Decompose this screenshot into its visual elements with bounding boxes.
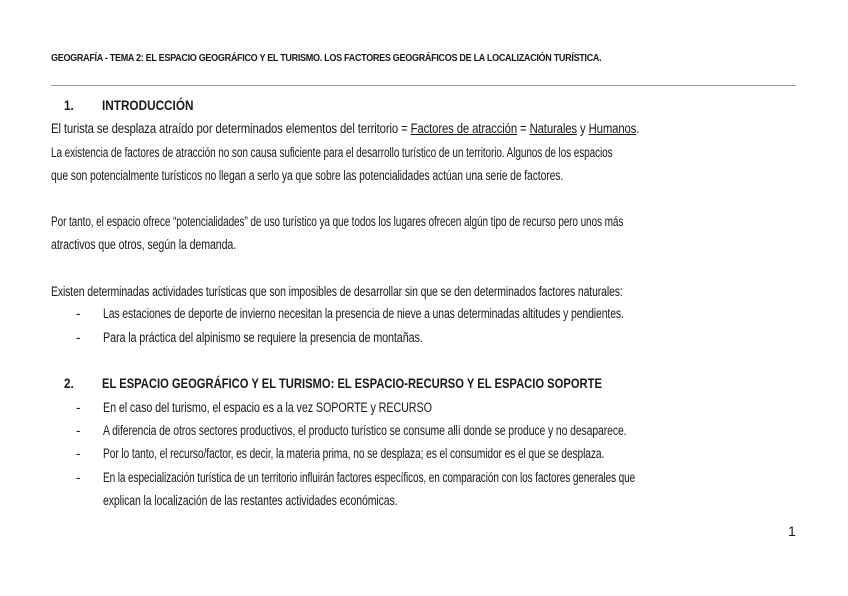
intro-line-1-pre: El turista se desplaza atraído por determinados elementos del territorio =: [51, 121, 411, 136]
bullet-dash: -: [76, 470, 81, 485]
section-2-number: 2.: [64, 375, 74, 391]
section-1-bullet-1: Las estaciones de deporte de invierno necesitan la presencia de nieve a unas determinadas altitudes y pendientes.: [103, 306, 624, 321]
paragraph-3: Existen determinadas actividades turísticas que son imposibles de desarrollar sin que se den determinados factores naturales:: [51, 284, 623, 299]
paragraph-2-line-2: atractivos que otros, según la demanda.: [51, 237, 237, 252]
naturales-term: Naturales: [529, 121, 577, 136]
section-2-bullet-4: En la especialización turística de un territorio influirán factores específicos, en comparación con los factores generales que: [103, 470, 636, 485]
section-2-bullet-4-continuation: explican la localización de las restantes actividades económicas.: [103, 493, 398, 508]
page-number: 1: [788, 523, 796, 539]
bullet-dash: -: [76, 446, 81, 461]
paragraph-1-line-1: La existencia de factores de atracción no son causa suficiente para el desarrollo turístico de un territorio. Algunos de los espacios: [51, 145, 613, 160]
section-2-bullet-3: Por lo tanto, el recurso/factor, es decir, la materia prima, no se desplaza; es el consumidor es el que se desplaza.: [103, 446, 605, 461]
section-1-title: INTRODUCCIÓN: [102, 97, 194, 113]
section-2-bullet-1: En el caso del turismo, el espacio es a la vez SOPORTE y RECURSO: [103, 400, 432, 415]
document-header: GEOGRAFÍA - TEMA 2: EL ESPACIO GEOGRÁFICO Y EL TURISMO. LOS FACTORES GEOGRÁFICOS DE LA LOCALIZACIÓN TURÍSTICA.: [51, 52, 602, 64]
section-2-bullet-2: A diferencia de otros sectores productivos, el producto turístico se consume allí donde se produce y no desaparece.: [103, 423, 627, 438]
intro-line-1-y: y: [576, 121, 589, 136]
paragraph-1-line-2: que son potencialmente turísticos no llegan a serlo ya que sobre las potencialidades actúan una serie de factores.: [51, 168, 564, 183]
section-1-bullet-2: Para la práctica del alpinismo se requiere la presencia de montañas.: [103, 330, 423, 345]
header-divider: [51, 85, 796, 86]
intro-line-1-end: .: [636, 121, 640, 136]
bullet-dash: -: [76, 306, 81, 321]
factores-de-atraccion-term: Factores de atracción: [410, 121, 518, 136]
paragraph-2-line-1: Por tanto, el espacio ofrece “potencialidades” de uso turístico ya que todos los lugares ofrecen algún tipo de recurso pero unos más: [51, 214, 624, 229]
bullet-dash: -: [76, 330, 81, 345]
intro-line-1: [51, 121, 639, 136]
section-2-title: EL ESPACIO GEOGRÁFICO Y EL TURISMO: EL ESPACIO-RECURSO Y EL ESPACIO SOPORTE: [102, 375, 602, 391]
section-1-number: 1.: [64, 97, 74, 113]
bullet-dash: -: [76, 423, 81, 438]
humanos-term: Humanos: [588, 121, 637, 136]
intro-line-1-eq: =: [517, 121, 530, 136]
bullet-dash: -: [76, 400, 81, 415]
